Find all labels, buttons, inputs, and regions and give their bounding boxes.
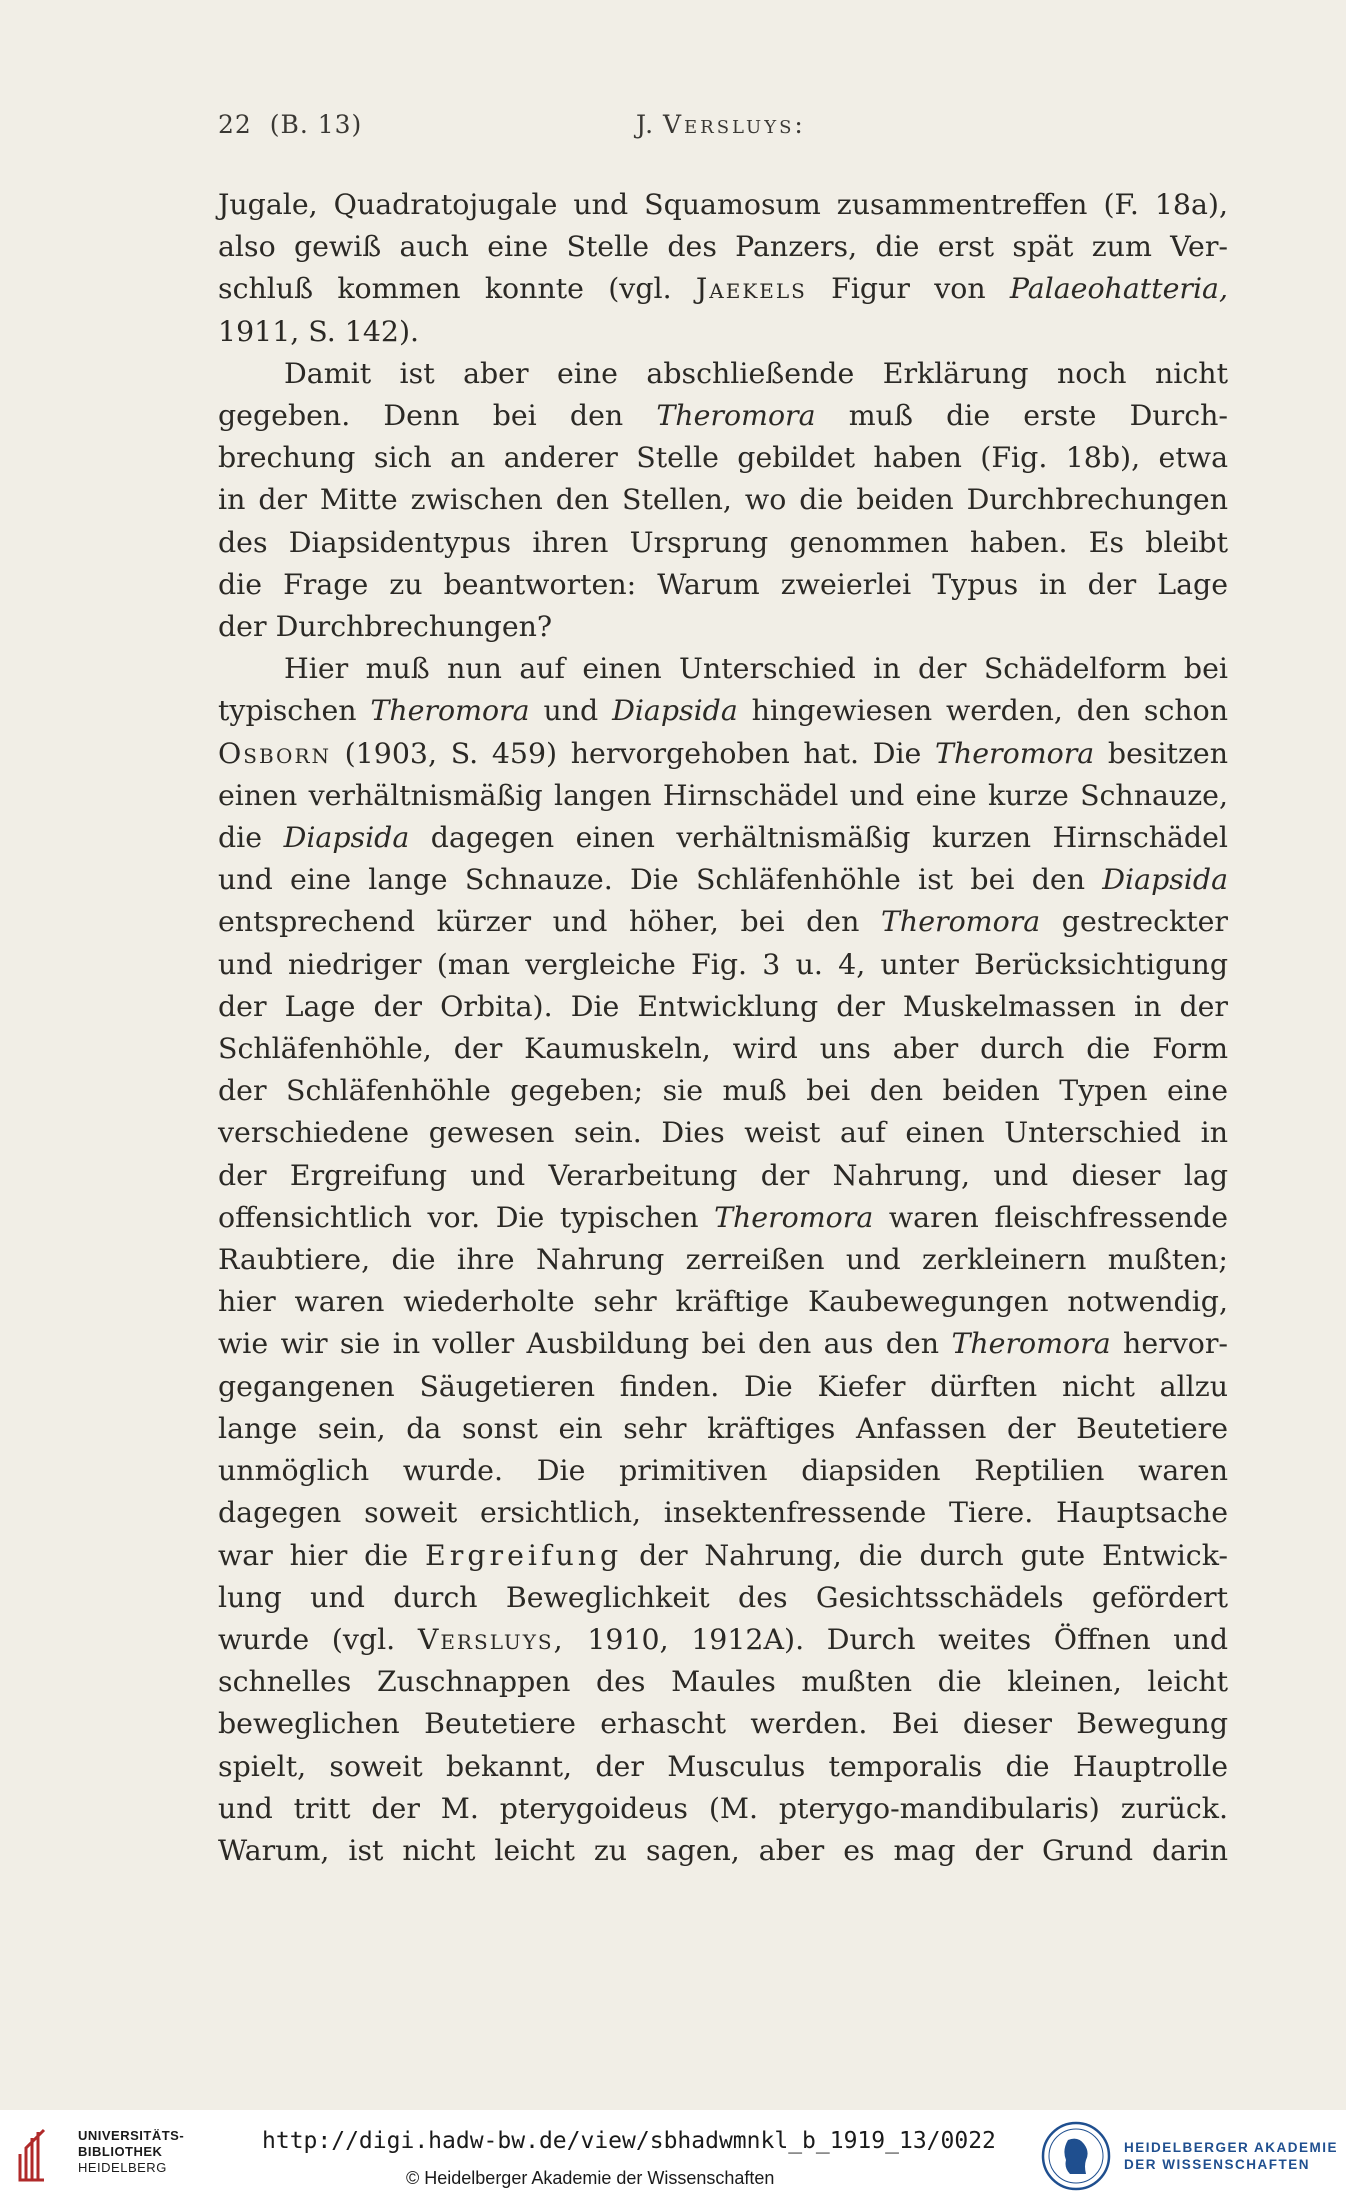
page-number [218,110,362,139]
text-run: Figur von [831,272,986,306]
text-line: Raubtiere, die ihre Nahrung zerreißen und zerkleinern mußten; [218,1243,1228,1277]
text-line: Hier muß nun auf einen Unterschied in der Schädelform bei [284,652,1228,686]
taxon-name: Theromora [656,399,816,433]
taxon-name: Diapsida [283,821,410,855]
text-run: dagegen einen verhältnismäßig kurzen Hirnschädel [430,821,1228,855]
text-line: lange sein, da sonst ein sehr kräftiges Anfassen der Beutetiere [218,1411,1228,1445]
body-text [218,184,1228,1872]
text-line [218,817,1228,859]
text-run: hervor- [1123,1327,1228,1361]
text-line: Damit ist aber eine abschließende Erklärung noch nicht [284,356,1228,390]
text-line [218,1197,1228,1239]
text-line: Warum, ist nicht leicht zu sagen, aber es mag der Grund darin [218,1833,1228,1867]
text-line [218,690,1228,732]
text-line [218,1619,1228,1661]
text-run: wurde (vgl. [218,1622,396,1656]
text-line [218,733,1228,775]
paragraph-1 [218,184,1228,353]
running-author [636,110,806,139]
text-line: beweglichen Beutetiere erhascht werden. Bei dieser Bewegung [218,1707,1228,1741]
text-run: die [218,821,263,855]
text-line: Jugale, Quadratojugale und Squamosum zusammentreffen (F. 18a), [218,188,1228,221]
text-line: des Diapsidentypus ihren Ursprung genommen haben. Es bleibt [218,525,1228,559]
text-run: der Nahrung, die durch gute Entwick- [639,1538,1229,1572]
text-line: einen verhältnismäßig langen Hirnschädel und eine kurze Schnauze, [218,778,1228,812]
text-line: 1911, S. 142). [218,314,420,348]
footer-bar [0,2110,1346,2203]
taxon-name: Theromora [951,1327,1111,1361]
paragraph-3 [218,648,1228,1872]
text-run: typischen [218,694,357,728]
text-run: besitzen [1107,736,1228,770]
section-ref: (B. 13) [269,110,363,139]
author-initial: J. [636,110,655,139]
taxon-name: Theromora [370,694,530,728]
text-run: muß die erste Durch- [848,399,1228,433]
text-line [218,1535,1228,1577]
text-line: also gewiß auch eine Stelle des Panzers, die erst spät zum Ver- [218,230,1228,264]
permalink-url[interactable]: http://digi.hadw-bw.de/view/sbhadwmnkl_b_1919_13/0022 [262,2128,996,2154]
copyright-notice: © Heidelberger Akademie der Wissenschaften [406,2168,775,2188]
text-run: waren fleischfressende [888,1200,1228,1234]
text-line: in der Mitte zwischen den Stellen, wo die beiden Durchbrechungen [218,483,1228,517]
hadw-label [1124,2139,1338,2173]
text-line: lung und durch Beweglichkeit des Gesichtsschädels gefördert [218,1580,1228,1614]
text-line: Schläfenhöhle, der Kaumuskeln, wird uns aber durch die Form [218,1032,1228,1066]
text-line: unmöglich wurde. Die primitiven diapsiden Reptilien waren [218,1454,1228,1488]
text-line: die Frage zu beantworten: Warum zweierlei Typus in der Lage [218,567,1228,601]
text-line [218,268,1228,310]
text-run: offensichtlich vor. Die typischen [218,1200,699,1234]
hadw-seal-icon [1040,2120,1112,2192]
text-line: verschiedene gewesen sein. Dies weist auf einen Unterschied in [218,1116,1228,1150]
text-line [218,901,1228,943]
text-run: entsprechend kürzer und höher, bei den [218,905,860,939]
author-ref: Osborn [218,736,331,770]
text-run: schluß kommen konnte (vgl. [218,272,672,306]
text-line [218,1323,1228,1365]
text-line: und niedriger (man vergleiche Fig. 3 u. 4, unter Berücksichtigung [218,947,1228,981]
text-line: der Ergreifung und Verarbeitung der Nahrung, und dieser lag [218,1158,1228,1192]
hadw-label-line: DER WISSENSCHAFTEN [1124,2157,1311,2172]
text-line: hier waren wiederholte sehr kräftige Kaubewegungen notwendig, [218,1285,1228,1319]
author-ref: Jaekels [695,272,807,306]
ub-label-line: UNIVERSITÄTS- [78,2128,185,2143]
page-number-text: 22 [218,110,252,139]
paragraph-2 [218,353,1228,648]
text-run: gestreckter [1061,905,1228,939]
text-line: der Lage der Orbita). Die Entwicklung der Muskelmassen in der [218,989,1228,1023]
text-line: der Durchbrechungen? [218,610,553,644]
taxon-name: Diapsida [1102,863,1228,897]
text-run: und eine lange Schnauze. Die Schläfenhöhle ist bei den [218,863,1085,897]
text-line: spielt, soweit bekannt, der Musculus temporalis die Hauptrolle [218,1749,1228,1783]
spaced-emphasis: Ergreifung [425,1538,623,1572]
text-line: gegangenen Säugetieren finden. Die Kiefer dürften nicht allzu [218,1369,1228,1403]
ub-label-line: HEIDELBERG [78,2160,167,2175]
text-line [218,395,1228,437]
author-name: Versluys: [662,110,806,139]
text-line: schnelles Zuschnappen des Maules mußten die kleinen, leicht [218,1665,1228,1699]
text-line: dagegen soweit ersichtlich, insektenfressende Tiere. Hauptsache [218,1496,1228,1530]
text-run: (1903, S. 459) hervorgehoben hat. Die [344,736,922,770]
taxon-name: Theromora [714,1200,874,1234]
ub-heidelberg-logo-icon [14,2124,62,2186]
text-run: 1910, 1912A). Durch weites Öffnen und [587,1622,1228,1656]
taxon-name: Diapsida [612,694,738,728]
text-run: gegeben. Denn bei den [218,399,624,433]
text-run: und [543,694,599,728]
text-line: brechung sich an anderer Stelle gebildet haben (Fig. 18b), etwa [218,441,1228,475]
hadw-label-line: HEIDELBERGER AKADEMIE [1124,2140,1339,2155]
text-run: war hier die [218,1538,409,1572]
ub-label-line: BIBLIOTHEK [78,2144,163,2159]
text-run: hingewiesen werden, den schon [751,694,1229,728]
text-line: der Schläfenhöhle gegeben; sie muß bei den beiden Typen eine [218,1074,1228,1108]
text-line [218,859,1228,901]
author-ref: Versluys, [417,1622,565,1656]
taxon-name: Theromora [935,736,1095,770]
taxon-name: Theromora [880,905,1041,939]
taxon-name: Palaeohatteria, [1009,272,1228,306]
ub-heidelberg-label [78,2128,184,2176]
text-run: wie wir sie in voller Ausbildung bei den aus den [218,1327,940,1361]
text-line: und tritt der M. pterygoideus (M. pterygo-mandibularis) zurück. [218,1791,1228,1825]
